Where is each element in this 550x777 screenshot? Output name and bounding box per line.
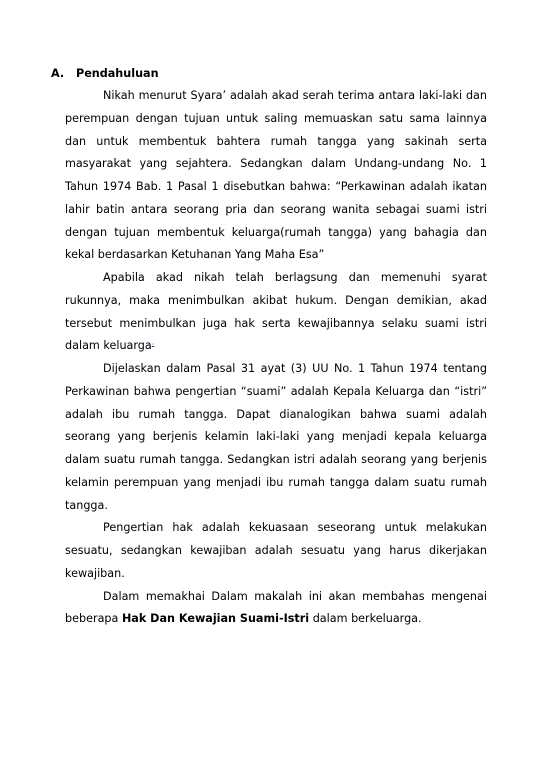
footnote-link[interactable]: . [151, 337, 155, 347]
section-number: A. [51, 67, 65, 80]
paragraph-5-bold-phrase: Hak Dan Kewajian Suami-Istri [121, 612, 310, 626]
section-title: Pendahuluan [76, 67, 159, 80]
body-text [65, 85, 487, 631]
section-heading [51, 62, 159, 85]
paragraph-5 [65, 586, 487, 632]
paragraph-3: Dijelaskan dalam Pasal 31 ayat (3) UU No. 1 Tahun 1974 tentang Perkawinan bahwa pengertian “suami” adalah Kepala Keluarga dan “istri” adalah ibu rumah tangga. Dapat dianalogikan bahwa suami adalah seorang yang berjenis kelamin laki-laki yang menjadi kepala keluarga dalam suatu rumah tangga. Sedangkan istri adalah seorang yang berjenis kelamin perempuan yang menjadi ibu rumah tangga dalam suatu rumah tangga. [65, 362, 487, 512]
paragraph-4: Pengertian hak adalah kekuasaan seseorang untuk melakukan sesuatu, sedangkan kewajiban adalah sesuatu yang harus dikerjakan kewajiban. [65, 521, 487, 580]
paragraph-2 [65, 267, 487, 358]
paragraph-5-start: Dalam memakhai Dalam makalah ini akan membahas mengenai beberapa [65, 589, 487, 626]
paragraph-5-end: dalam berkeluarga. [309, 612, 422, 626]
paragraph-2-text: Apabila akad nikah telah berlagsung dan memenuhi syarat rukunnya, maka menimbulkan akibat hukum. Dengan demikian, akad tersebut menimbulkan juga hak serta kewajibannya selaku suami istri dalam keluarga [65, 271, 487, 353]
paragraph-1: Nikah menurut Syara’ adalah akad serah terima antara laki-laki dan perempuan dengan tujuan untuk saling memuaskan satu sama lainnya dan untuk membentuk bahtera rumah tangga yang sakinah serta masyarakat yang sejahtera. Sedangkan dalam Undang-undang No. 1 Tahun 1974 Bab. 1 Pasal 1 disebutkan bahwa: “Perkawinan adalah ikatan lahir batin antara seorang pria dan seorang wanita sebagai suami istri dengan tujuan membentuk keluarga(rumah tangga) yang bahagia dan kekal berdasarkan Ketuhanan Yang Maha Esa” [65, 89, 487, 262]
